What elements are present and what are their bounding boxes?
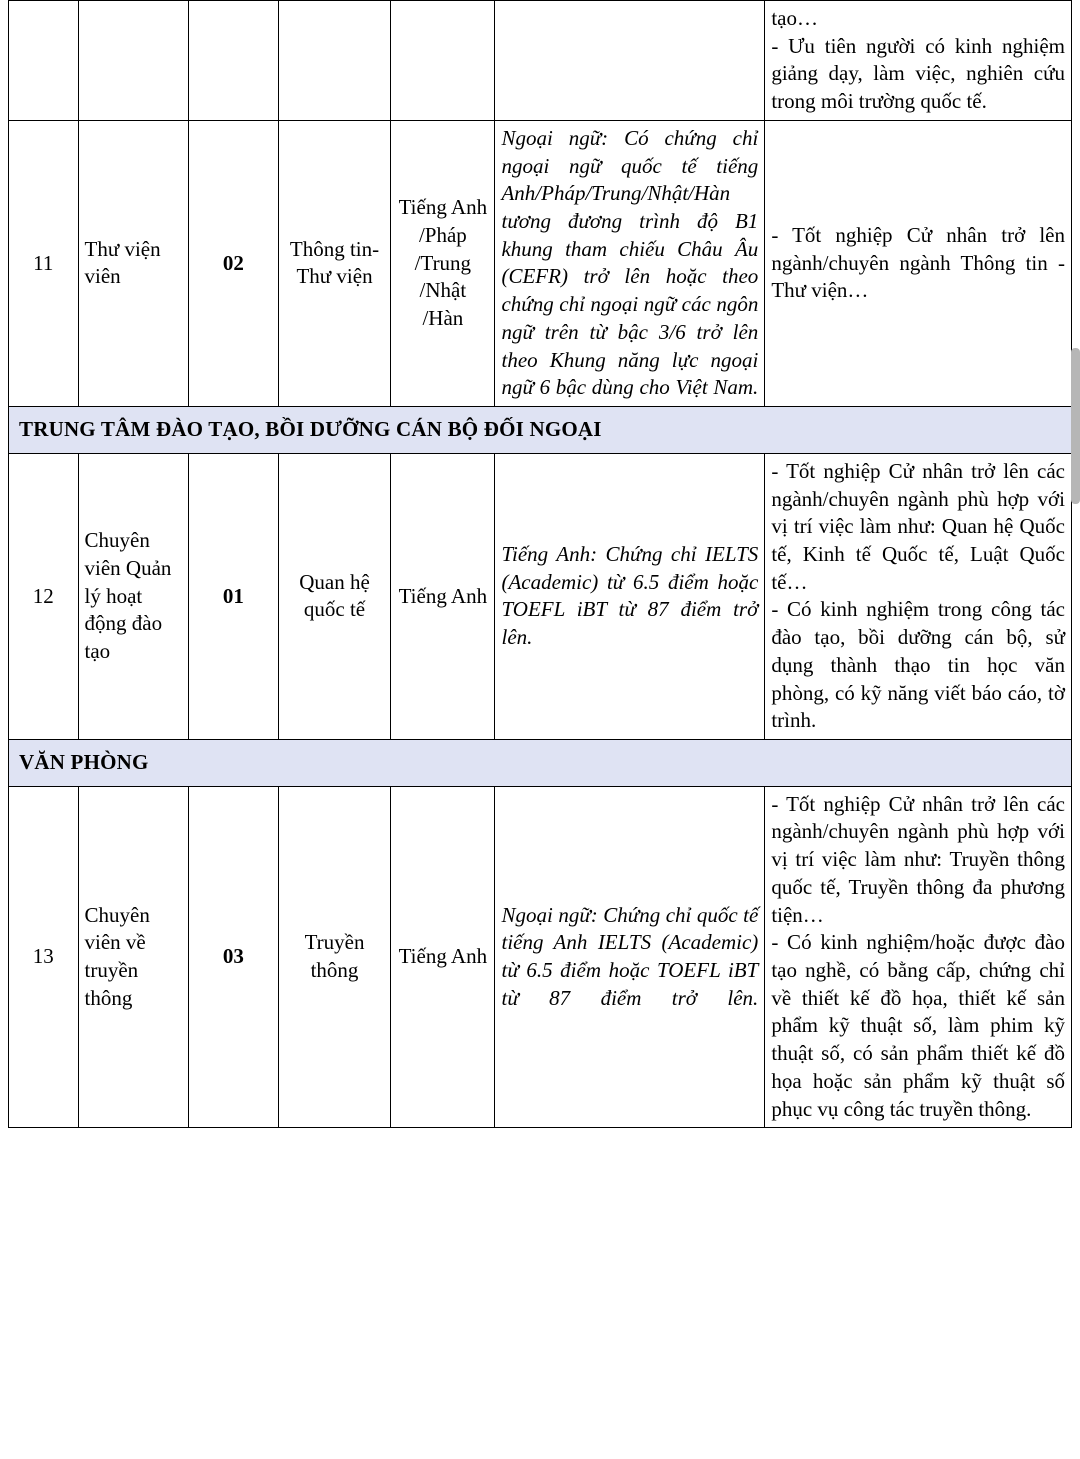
cell-requirement: Tiếng Anh: Chứng chỉ IELTS (Academic) từ 6.5 điểm hoặc TOEFL iBT từ 87 điểm trở lên. <box>495 453 765 739</box>
cell-stt <box>9 1 79 121</box>
table-row <box>9 786 1072 1128</box>
cell-field <box>278 1 390 121</box>
cell-other: - Tốt nghiệp Cử nhân trở lên các ngành/chuyên ngành phù hợp với vị trí việc làm như: Quan hệ Quốc tế, Kinh tế Quốc tế, Luật Quốc tế… - Có kinh nghiệm trong công tác đào tạo, bồi dưỡng cán bộ, sử dụng thành thạo tin học văn phòng, có kỹ năng viết báo cáo, tờ trình. <box>765 453 1072 739</box>
cell-quantity: 02 <box>188 120 278 406</box>
cell-quantity: 01 <box>188 453 278 739</box>
cell-language <box>391 1 495 121</box>
cell-position: Chuyên viên về truyền thông <box>78 786 188 1128</box>
cell-stt: 11 <box>9 120 79 406</box>
cell-requirement: Ngoại ngữ: Có chứng chỉ ngoại ngữ quốc tế tiếng Anh/Pháp/Trung/Nhật/Hàn tương đương trình độ B1 khung tham chiếu Châu Âu (CEFR) trở lên hoặc theo chứng chỉ ngoại ngữ các ngôn ngữ trên từ bậc 3/6 trở lên theo Khung năng lực ngoại ngữ 6 bậc dùng cho Việt Nam. <box>495 120 765 406</box>
section-header-row <box>9 407 1072 454</box>
cell-field: Quan hệ quốc tế <box>278 453 390 739</box>
cell-stt: 13 <box>9 786 79 1128</box>
vertical-scrollbar-thumb[interactable] <box>1071 348 1080 504</box>
cell-language: Tiếng Anh <box>391 786 495 1128</box>
cell-field: Thông tin-Thư viện <box>278 120 390 406</box>
cell-other: tạo… - Ưu tiên người có kinh nghiệm giảng dạy, làm việc, nghiên cứu trong môi trường quốc tế. <box>765 1 1072 121</box>
table-row <box>9 453 1072 739</box>
section-title: TRUNG TÂM ĐÀO TẠO, BỒI DƯỠNG CÁN BỘ ĐỐI NGOẠI <box>9 407 1072 454</box>
cell-quantity: 03 <box>188 786 278 1128</box>
cell-position: Chuyên viên Quản lý hoạt động đào tạo <box>78 453 188 739</box>
cell-requirement: Ngoại ngữ: Chứng chỉ quốc tế tiếng Anh IELTS (Academic) từ 6.5 điểm hoặc TOEFL iBT từ 87 điểm trở lên. <box>495 786 765 1128</box>
cell-position <box>78 1 188 121</box>
cell-language: Tiếng Anh <box>391 453 495 739</box>
cell-quantity <box>188 1 278 121</box>
section-header-row <box>9 739 1072 786</box>
cell-other: - Tốt nghiệp Cử nhân trở lên các ngành/chuyên ngành phù hợp với vị trí việc làm như: Truyền thông quốc tế, Truyền thông đa phương tiện… - Có kinh nghiệm/hoặc được đào tạo nghề, có bằng cấp, chứng chỉ về thiết kế đồ họa, thiết kế sản phẩm kỹ thuật số, làm phim kỹ thuật số, có sản phẩm thiết kế đồ họa hoặc sản phẩm kỹ thuật số phục vụ công tác truyền thông. <box>765 786 1072 1128</box>
cell-field: Truyền thông <box>278 786 390 1128</box>
cell-other: - Tốt nghiệp Cử nhân trở lên ngành/chuyên ngành Thông tin - Thư viện… <box>765 120 1072 406</box>
recruitment-table <box>8 0 1072 1128</box>
cell-position: Thư viện viên <box>78 120 188 406</box>
table-row <box>9 120 1072 406</box>
section-title: VĂN PHÒNG <box>9 739 1072 786</box>
cell-stt: 12 <box>9 453 79 739</box>
cell-requirement <box>495 1 765 121</box>
table-row <box>9 1 1072 121</box>
cell-language: Tiếng Anh /Pháp /Trung /Nhật /Hàn <box>391 120 495 406</box>
